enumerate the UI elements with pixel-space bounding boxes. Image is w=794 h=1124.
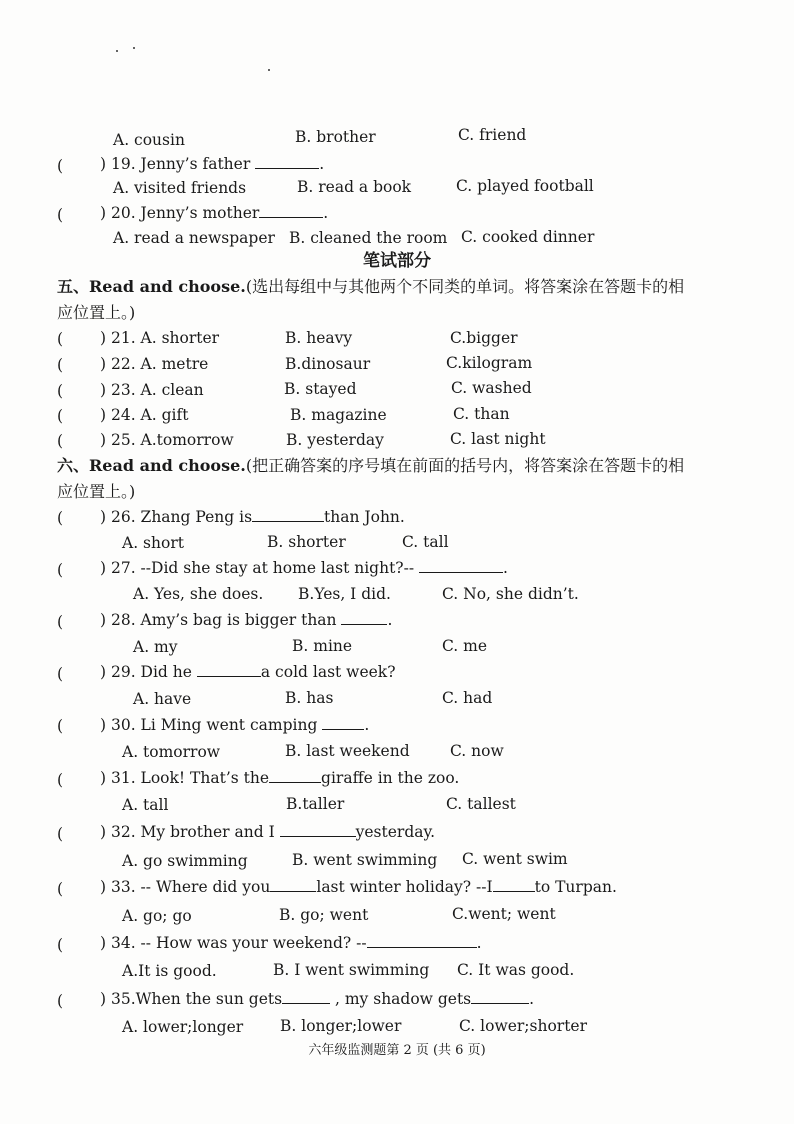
answer-blank[interactable] [322, 715, 364, 730]
q25-option-c: C. last night [450, 430, 546, 448]
q31-option-b: B.taller [286, 795, 345, 813]
q35-mid: , my shadow gets [335, 990, 472, 1008]
answer-paren[interactable]: ( [57, 717, 64, 735]
q26-option-c: C. tall [402, 533, 449, 551]
q32-option-a: A. go swimming [122, 852, 248, 870]
page-footer: 六年级监测题第 2 页 (共 6 页) [308, 1043, 486, 1058]
answer-paren[interactable]: ( [57, 407, 64, 425]
question-28 [100, 610, 392, 630]
q26-option-b: B. shorter [267, 533, 346, 551]
answer-blank[interactable] [493, 877, 535, 892]
answer-paren[interactable]: ( [57, 382, 64, 400]
q19-option-c: C. played football [456, 177, 594, 195]
q32-end: yesterday. [355, 823, 436, 841]
question-29 [100, 662, 396, 682]
q31-option-c: C. tallest [446, 795, 516, 813]
q31-option-a: A. tall [122, 796, 169, 814]
q19-end: . [319, 155, 325, 173]
answer-paren[interactable]: ( [57, 665, 64, 683]
q27-option-b: B.Yes, I did. [298, 585, 391, 603]
q34-end: . [476, 934, 482, 952]
q31-stem: ) 31. Look! That’s the [100, 769, 270, 787]
q29-option-b: B. has [285, 689, 334, 707]
q20-end: . [323, 204, 329, 222]
section-6-instructions: (把正确答案的序号填在前面的括号内，将答案涂在答题卡的相 [245, 456, 685, 475]
section-5-instructions-cont: 应位置上。) [57, 303, 136, 322]
answer-paren[interactable]: ( [57, 825, 64, 843]
answer-blank[interactable] [367, 933, 477, 948]
answer-blank[interactable] [341, 610, 387, 625]
section-6-title [57, 455, 684, 477]
q30-option-b: B. last weekend [285, 742, 410, 760]
q34-stem: ) 34. -- How was your weekend? -- [100, 934, 367, 952]
q25-stem: ) 25. A.tomorrow [100, 431, 234, 449]
q30-stem: ) 30. Li Ming went camping [100, 716, 318, 734]
q29-stem: ) 29. Did he [100, 663, 192, 681]
answer-paren[interactable]: ( [57, 561, 64, 579]
q19-stem: ) 19. Jenny’s father [100, 155, 251, 173]
q23-stem: ) 23. A. clean [100, 381, 204, 399]
question-26 [100, 507, 405, 527]
q21-stem: ) 21. A. shorter [100, 329, 220, 347]
answer-paren[interactable]: ( [57, 509, 64, 527]
answer-paren[interactable]: ( [57, 206, 64, 224]
question-31 [100, 768, 459, 788]
question-32 [100, 822, 435, 842]
q21-option-b: B. heavy [285, 329, 353, 347]
q22-option-c: C.kilogram [446, 354, 533, 372]
q22-option-b: B.dinosaur [285, 355, 371, 373]
answer-blank[interactable] [282, 989, 330, 1004]
answer-paren[interactable]: ( [57, 157, 64, 175]
answer-blank[interactable] [419, 558, 503, 573]
q20-option-b: B. cleaned the room [289, 229, 448, 247]
q33-option-a: A. go; go [122, 907, 192, 925]
q21-option-c: C.bigger [450, 329, 518, 347]
q20-stem: ) 20. Jenny’s mother [100, 204, 260, 222]
question-19 [100, 154, 324, 174]
q23-option-c: C. washed [451, 379, 532, 397]
q27-option-a: A. Yes, she does. [133, 585, 264, 603]
q30-end: . [364, 716, 370, 734]
answer-blank[interactable] [255, 154, 319, 169]
scan-speck [133, 47, 135, 49]
q25-option-b: B. yesterday [286, 431, 384, 449]
q20-option-a: A. read a newspaper [113, 229, 275, 247]
q32-stem: ) 32. My brother and I [100, 823, 275, 841]
q26-option-a: A. short [122, 534, 184, 552]
q30-option-a: A. tomorrow [122, 743, 221, 761]
q24-stem: ) 24. A. gift [100, 406, 189, 424]
q20-option-c: C. cooked dinner [461, 228, 595, 246]
answer-paren[interactable]: ( [57, 356, 64, 374]
q28-option-c: C. me [442, 637, 488, 655]
question-20 [100, 203, 328, 223]
answer-blank[interactable] [280, 822, 356, 837]
q29-option-a: A. have [133, 690, 192, 708]
q33-mid: last winter holiday? --I [316, 878, 493, 896]
q19-option-a: A. visited friends [113, 179, 247, 197]
question-30 [100, 715, 369, 735]
q26-stem: ) 26. Zhang Peng is [100, 508, 253, 526]
q22-stem: ) 22. A. metre [100, 355, 209, 373]
answer-blank[interactable] [252, 507, 324, 522]
q35-option-a: A. lower;longer [122, 1018, 244, 1036]
answer-blank[interactable] [269, 768, 321, 783]
q28-stem: ) 28. Amy’s bag is bigger than [100, 611, 337, 629]
answer-paren[interactable]: ( [57, 992, 64, 1010]
q34-option-b: B. I went swimming [273, 961, 430, 979]
answer-paren[interactable]: ( [57, 880, 64, 898]
answer-blank[interactable] [259, 203, 323, 218]
section-6-title-en: 六、Read and choose. [57, 456, 246, 475]
section-5-title-en: 五、Read and choose. [57, 277, 246, 296]
q24-option-b: B. magazine [290, 406, 387, 424]
q33-end: to Turpan. [534, 878, 617, 896]
question-27 [100, 558, 508, 578]
answer-paren[interactable]: ( [57, 771, 64, 789]
q33-stem: ) 33. -- Where did you [100, 878, 271, 896]
q34-option-a: A.It is good. [122, 962, 217, 980]
answer-blank[interactable] [270, 877, 316, 892]
section-5-title [57, 276, 684, 298]
q30-option-c: C. now [450, 742, 504, 760]
q28-option-b: B. mine [292, 637, 353, 655]
q33-option-c: C.went; went [452, 905, 556, 923]
q18-option-a: A. cousin [113, 131, 185, 149]
answer-paren[interactable]: ( [57, 613, 64, 631]
q29-end: a cold last week? [260, 663, 396, 681]
q23-option-b: B. stayed [284, 380, 357, 398]
q18-option-b: B. brother [295, 128, 376, 146]
answer-blank[interactable] [197, 662, 261, 677]
question-33 [100, 877, 617, 897]
q35-option-c: C. lower;shorter [459, 1017, 588, 1035]
q26-end: than John. [324, 508, 405, 526]
section-6-instructions-cont: 应位置上。) [57, 482, 136, 501]
question-34 [100, 933, 482, 953]
q27-option-c: C. No, she didn’t. [442, 585, 579, 603]
q35-option-b: B. longer;lower [280, 1017, 402, 1035]
answer-paren[interactable]: ( [57, 432, 64, 450]
section-5-instructions: (选出每组中与其他两个不同类的单词。将答案涂在答题卡的相 [245, 277, 685, 296]
q34-option-c: C. It was good. [457, 961, 575, 979]
answer-paren[interactable]: ( [57, 330, 64, 348]
q35-end: . [529, 990, 535, 1008]
answer-paren[interactable]: ( [57, 936, 64, 954]
answer-blank[interactable] [471, 989, 529, 1004]
q19-option-b: B. read a book [297, 178, 412, 196]
q32-option-b: B. went swimming [292, 851, 438, 869]
q18-option-c: C. friend [458, 126, 527, 144]
q27-stem: ) 27. --Did she stay at home last night?-- [100, 559, 415, 577]
section-5-title-line2 [57, 302, 135, 324]
section-6-title-line2 [57, 481, 135, 503]
q35-stem: ) 35.When the sun gets [100, 990, 283, 1008]
q28-option-a: A. my [133, 638, 178, 656]
scan-speck [268, 69, 270, 71]
q31-end: giraffe in the zoo. [321, 769, 460, 787]
q32-option-c: C. went swim [462, 850, 568, 868]
written-part-title: 笔试部分 [363, 251, 431, 271]
scan-speck [116, 50, 118, 52]
q33-option-b: B. go; went [279, 906, 369, 924]
q28-end: . [387, 611, 393, 629]
question-35 [100, 989, 534, 1009]
q27-end: . [503, 559, 508, 577]
q29-option-c: C. had [442, 689, 493, 707]
q24-option-c: C. than [453, 405, 510, 423]
